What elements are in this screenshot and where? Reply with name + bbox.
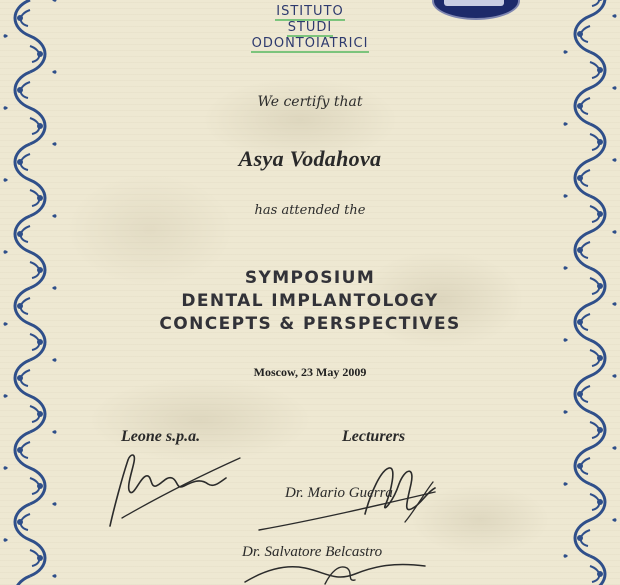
certify-text: We certify that bbox=[257, 94, 363, 110]
institute-name-line2: STUDI bbox=[287, 20, 333, 35]
company-signatory-label: Leone s.p.a. bbox=[121, 428, 201, 445]
lecturer-name: Dr. Mario Guerra bbox=[285, 485, 393, 501]
institute-name-line3: ODONTOIATRICI bbox=[251, 36, 369, 51]
lecturers-heading: Lecturers bbox=[342, 428, 406, 445]
institute-name-line1: ISTITUTO bbox=[276, 4, 344, 19]
lecturer-signature bbox=[255, 462, 455, 537]
attended-text: has attended the bbox=[254, 203, 366, 218]
event-title-line3: CONCEPTS & PERSPECTIVES bbox=[159, 314, 461, 334]
event-title-line2: DENTAL IMPLANTOLOGY bbox=[181, 291, 439, 311]
lecturer-name: Dr. Salvatore Belcastro bbox=[242, 544, 383, 560]
lecturer-signature bbox=[235, 560, 435, 585]
event-title-line1: SYMPOSIUM bbox=[244, 268, 376, 288]
company-signature bbox=[100, 448, 250, 533]
place-date: Moscow, 23 May 2009 bbox=[253, 365, 367, 379]
recipient-name: Asya Vodahova bbox=[238, 146, 382, 171]
